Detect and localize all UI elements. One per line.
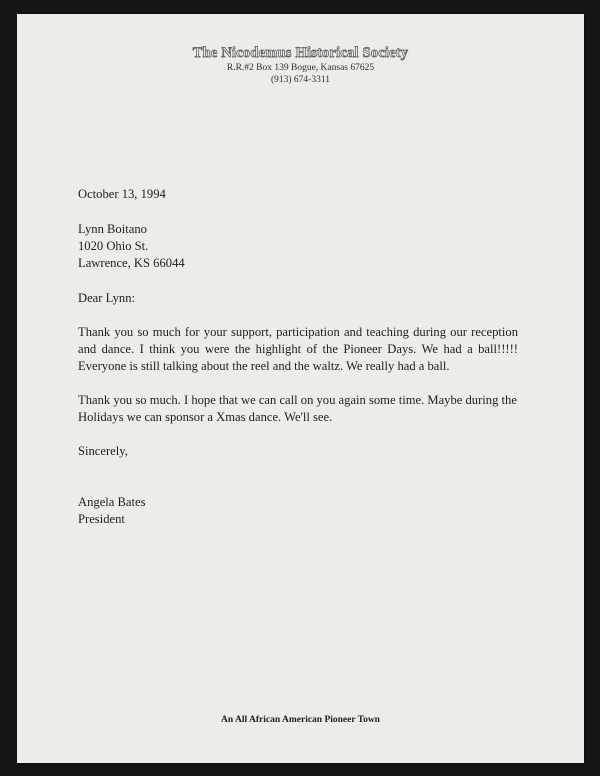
- org-phone: (913) 674-3311: [270, 75, 330, 85]
- org-address: R.R.#2 Box 139 Bogue, Kansas 67625: [226, 63, 375, 73]
- salutation: Dear Lynn:: [78, 291, 136, 305]
- recipient-street: 1020 Ohio St.: [78, 239, 149, 253]
- recipient-city: Lawrence, KS 66044: [78, 256, 185, 270]
- signature-block: [78, 494, 518, 528]
- letter-page: [17, 14, 584, 763]
- signer-name: Angela Bates: [78, 495, 146, 509]
- paragraph-2: Thank you so much. I hope that we can call on you again some time. Maybe during the Holidays we can sponsor a Xmas dance. We'll see.: [78, 393, 517, 424]
- footer-tagline: An All African American Pioneer Town: [221, 715, 380, 725]
- closing: Sincerely,: [78, 444, 128, 458]
- letter-date: October 13, 1994: [78, 187, 166, 201]
- paragraph-1: Thank you so much for your support, participation and teaching during our reception and dance. I think you were the highlight of the Pioneer Days. We had a ball!!!!! Everyone is still talking about the reel and the waltz. We really had a ball.: [78, 325, 518, 373]
- letterhead: [17, 44, 584, 86]
- org-name: The Nicodemus Historical Society: [192, 45, 409, 61]
- recipient-name: Lynn Boitano: [78, 222, 147, 236]
- recipient-block: [78, 221, 518, 272]
- signer-title: President: [78, 512, 125, 526]
- letter-body: [78, 186, 518, 528]
